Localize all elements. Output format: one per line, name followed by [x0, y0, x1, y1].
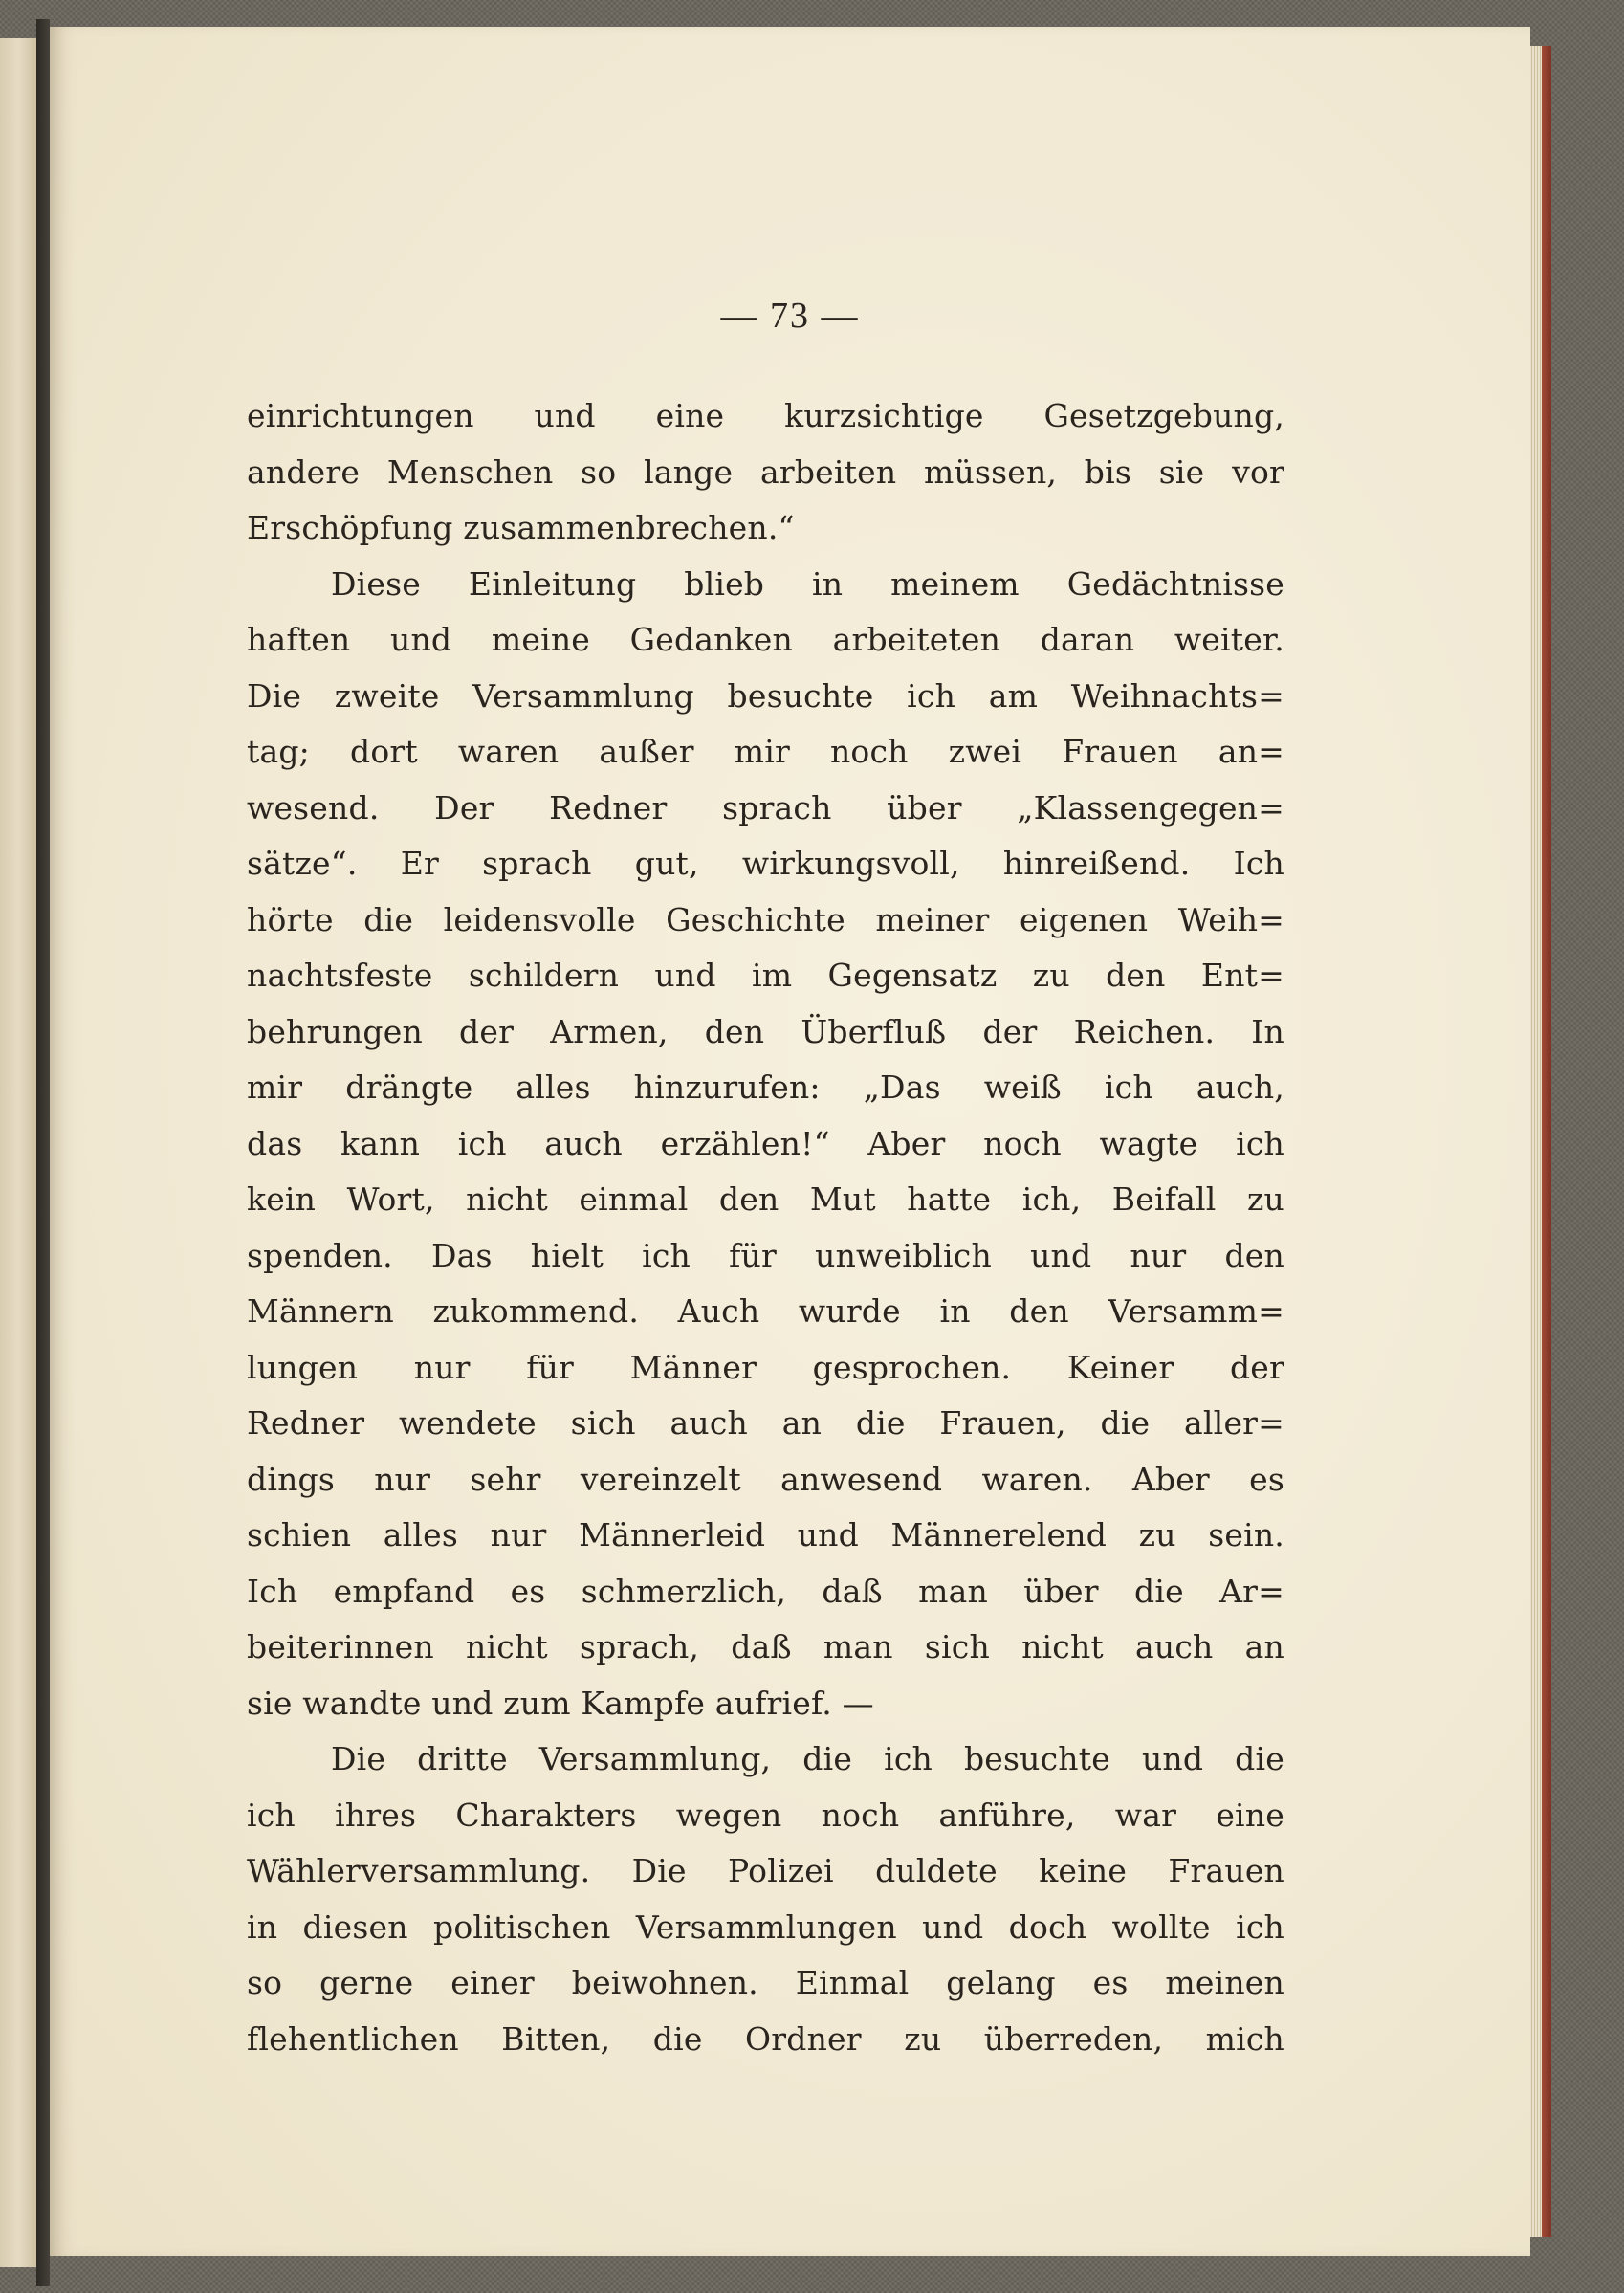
text-line: Diese Einleitung blieb in meinem Gedächtnisse — [331, 564, 1284, 603]
text-line: Ich empfand es schmerzlich, daß man über die Ar= — [247, 1572, 1284, 1610]
text-line: wesend. Der Redner sprach über „Klassengegen= — [247, 788, 1284, 827]
text-line: haften und meine Gedanken arbeiteten daran weiter. — [247, 621, 1284, 658]
text-line: spenden. Das hielt ich für unweiblich und nur den — [247, 1236, 1284, 1274]
page-number: — 73 — — [720, 296, 860, 336]
book-gutter — [36, 19, 50, 2286]
text-line: Männern zukommend. Auch wurde in den Versamm= — [247, 1292, 1284, 1330]
text-line: ich ihres Charakters wegen noch anführe, war eine — [247, 1796, 1284, 1834]
facing-page-edge — [0, 38, 38, 2267]
text-line: lungen nur für Männer gesprochen. Keiner der — [247, 1348, 1284, 1386]
text-line: Die zweite Versammlung besuchte ich am Weihnachts= — [247, 676, 1284, 715]
text-line: Wählerversammlung. Die Polizei duldete keine Frauen — [247, 1852, 1284, 1889]
text-line: hörte die leidensvolle Geschichte meiner eigenen Weih= — [247, 900, 1284, 938]
text-line: dings nur sehr vereinzelt anwesend waren. Aber es — [247, 1460, 1284, 1498]
text-line: sätze“. Er sprach gut, wirkungsvoll, hinreißend. Ich — [247, 845, 1284, 882]
text-line: behrungen der Armen, den Überfluß der Reichen. In — [247, 1012, 1284, 1050]
text-line: Die dritte Versammlung, die ich besuchte und die — [331, 1740, 1284, 1777]
red-page-edge — [1542, 46, 1551, 2237]
text-line: kein Wort, nicht einmal den Mut hatte ich, Beifall zu — [247, 1180, 1284, 1218]
text-line: in diesen politischen Versammlungen und doch wollte ich — [247, 1907, 1284, 1946]
text-line: flehentlichen Bitten, die Ordner zu überreden, mich — [247, 2019, 1284, 2058]
text-line: tag; dort waren außer mir noch zwei Frauen an= — [247, 733, 1284, 770]
text-line: so gerne einer beiwohnen. Einmal gelang es meinen — [247, 1964, 1284, 2001]
book-page — [50, 27, 1530, 2256]
text-line: schien alles nur Männerleid und Männerelend zu sein. — [247, 1516, 1284, 1554]
text-line: Redner wendete sich auch an die Frauen, die aller= — [247, 1404, 1284, 1442]
text-line: andere Menschen so lange arbeiten müssen, bis sie vor — [247, 452, 1284, 491]
text-line: mir drängte alles hinzurufen: „Das weiß ich auch, — [247, 1069, 1284, 1106]
text-line: einrichtungen und eine kurzsichtige Gesetzgebung, — [247, 397, 1284, 434]
text-line: sie wandte und zum Kampfe aufrief. — — [247, 1684, 874, 1722]
text-line: nachtsfeste schildern und im Gegensatz zu den Ent= — [247, 957, 1284, 994]
text-line: das kann ich auch erzählen!“ Aber noch wagte ich — [247, 1124, 1284, 1162]
text-line: Erschöpfung zusammenbrechen.“ — [247, 509, 795, 546]
text-line: beiterinnen nicht sprach, daß man sich nicht auch an — [247, 1628, 1284, 1665]
page-text — [247, 388, 1284, 2067]
